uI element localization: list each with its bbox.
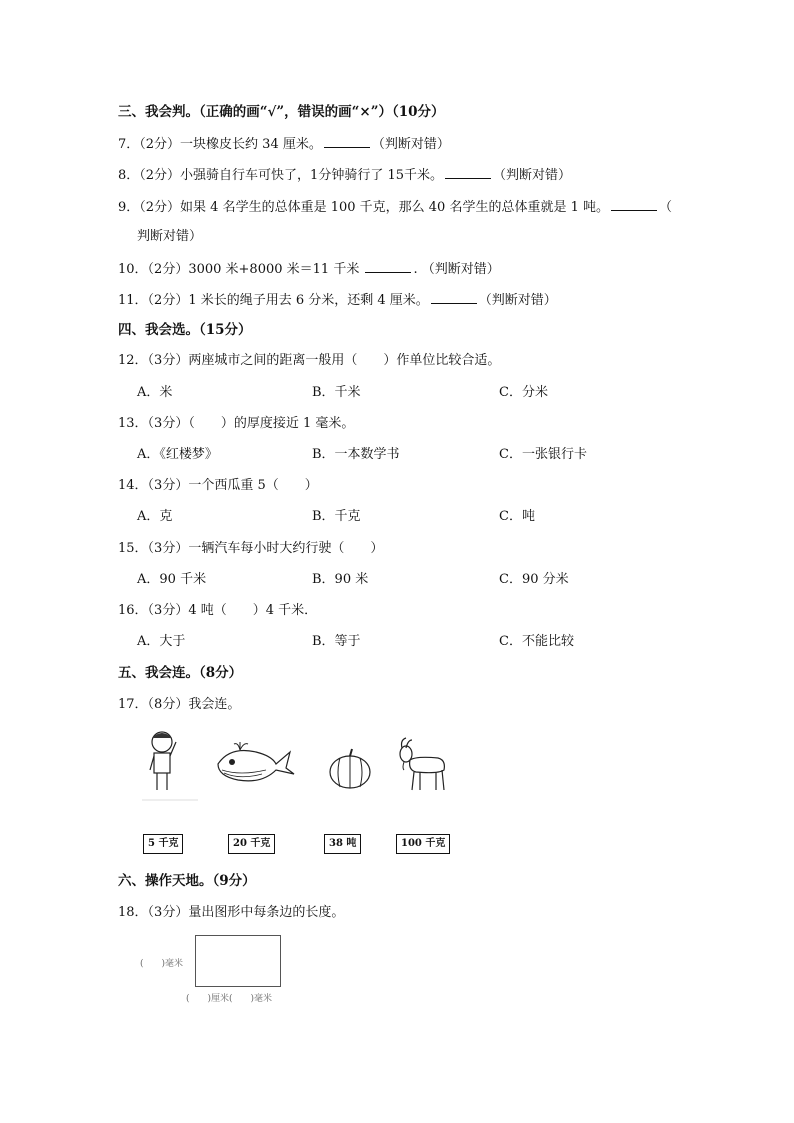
option-a[interactable]: A．《红楼梦》 [137, 447, 218, 462]
weight-box-5kg[interactable]: 5 千克 [143, 834, 183, 854]
left-side-label[interactable]: ( )毫米 [140, 959, 184, 969]
question-17: 17．（8分）我会连。 [118, 697, 241, 712]
option-a[interactable]: A．大于 [137, 634, 186, 649]
question-8 [118, 166, 571, 184]
question-13: 13．（3分）（ ）的厚度接近 1 毫米。 [118, 416, 355, 431]
question-11-hint: （判断对错） [478, 293, 557, 308]
goat-icon[interactable] [394, 734, 450, 794]
answer-blank[interactable] [365, 260, 411, 273]
question-15: 15．（3分）一辆汽车每小时大约行驶（ ） [118, 541, 384, 556]
option-a[interactable]: A．克 [137, 509, 173, 524]
option-b[interactable]: B．90 米 [312, 572, 369, 587]
section-3-heading: 三、我会判。（正确的画“√”，错误的画“×”）（10分） [118, 104, 445, 120]
question-11-text: 11．（2分）1 米长的绳子用去 6 分米，还剩 4 厘米。 [118, 293, 429, 308]
question-9-continued: 判断对错） [137, 229, 203, 244]
section-4-heading: 四、我会选。（15分） [118, 322, 252, 338]
option-c[interactable]: C．一张银行卡 [499, 447, 587, 462]
option-c[interactable]: C．吨 [499, 509, 535, 524]
whale-icon[interactable] [210, 740, 296, 788]
weight-box-100kg[interactable]: 100 千克 [396, 834, 450, 854]
question-14: 14．（3分）一个西瓜重 5（ ） [118, 478, 318, 493]
question-9-text: 9．（2分）如果 4 名学生的总体重是 100 千克，那么 40 名学生的总体重就是 1 吨。 [118, 200, 609, 215]
question-7-text: 7．（2分）一块橡皮长约 34 厘米。 [118, 137, 322, 152]
answer-blank[interactable] [324, 135, 370, 148]
question-8-text: 8．（2分）小强骑自行车可快了，1分钟骑行了 15千米。 [118, 168, 443, 183]
weight-box-38t[interactable]: 38 吨 [324, 834, 361, 854]
option-b[interactable]: B．千克 [312, 509, 361, 524]
question-7 [118, 135, 450, 153]
answer-blank[interactable] [445, 166, 491, 179]
question-10-hint: . （判断对错） [413, 262, 500, 277]
question-9-hint: （ [659, 200, 673, 215]
option-a[interactable]: A．米 [137, 385, 173, 400]
question-18: 18．（3分）量出图形中每条边的长度。 [118, 905, 345, 920]
answer-blank[interactable] [431, 291, 477, 304]
section-5-heading: 五、我会连。（8分） [118, 665, 243, 681]
child-icon[interactable] [140, 728, 200, 804]
option-c[interactable]: C．分米 [499, 385, 548, 400]
question-8-hint: （判断对错） [493, 168, 572, 183]
question-12: 12．（3分）两座城市之间的距离一般用（ ）作单位比较合适。 [118, 353, 501, 368]
answer-blank[interactable] [611, 198, 657, 211]
bottom-side-label[interactable]: ( )厘米( )毫米 [186, 994, 273, 1004]
measure-rectangle [195, 935, 281, 987]
option-c[interactable]: C．不能比较 [499, 634, 574, 649]
weight-box-20kg[interactable]: 20 千克 [228, 834, 275, 854]
question-10 [118, 260, 500, 278]
question-9 [118, 198, 672, 216]
option-b[interactable]: B．千米 [312, 385, 361, 400]
question-10-text: 10．（2分）3000 米+8000 米＝11 千米 [118, 262, 364, 277]
option-a[interactable]: A．90 千米 [137, 572, 207, 587]
question-7-hint: （判断对错） [371, 137, 450, 152]
section-6-heading: 六、操作天地。（9分） [118, 873, 256, 889]
option-c[interactable]: C．90 分米 [499, 572, 569, 587]
option-b[interactable]: B．等于 [312, 634, 361, 649]
pumpkin-icon[interactable] [326, 746, 374, 790]
option-b[interactable]: B．一本数学书 [312, 447, 400, 462]
question-16: 16．（3分）4 吨（ ）4 千米． [118, 603, 318, 618]
question-11 [118, 291, 557, 309]
